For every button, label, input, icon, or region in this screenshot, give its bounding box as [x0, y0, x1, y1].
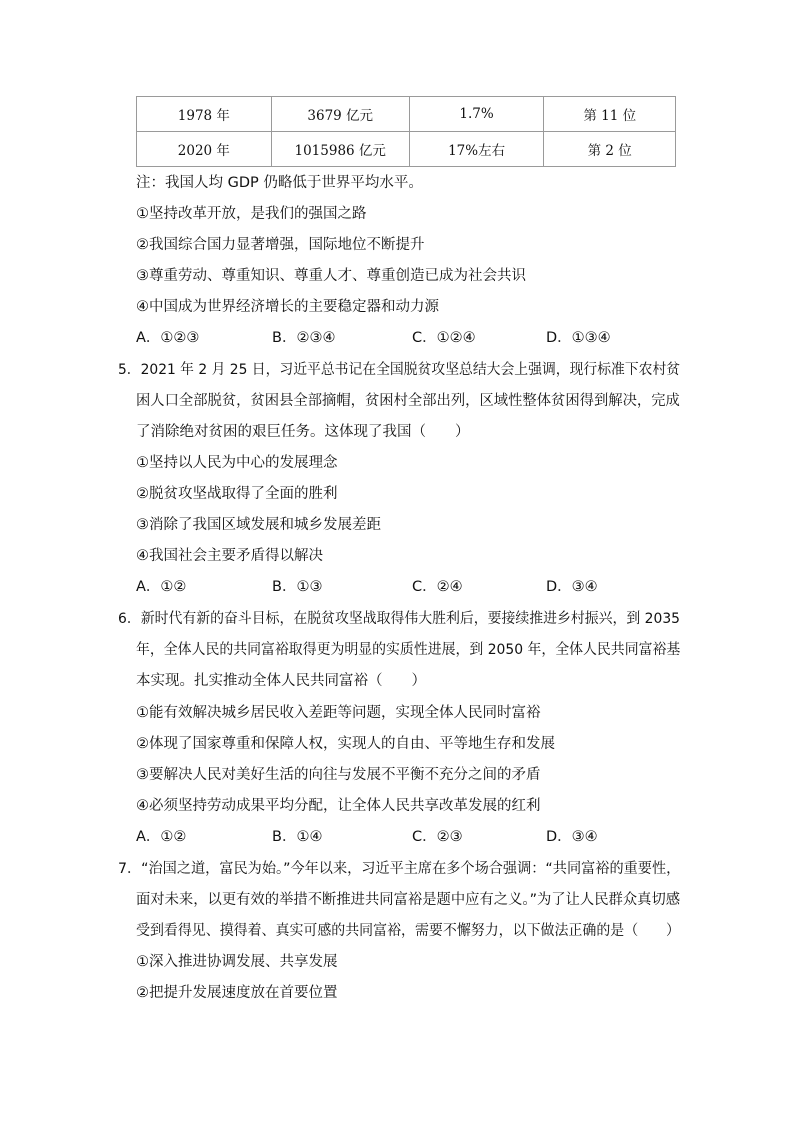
- question-5-stem: 了消除绝对贫困的艰巨任务。这体现了我国（ ）: [136, 424, 470, 440]
- question-6-stem: 本实现。扎实推动全体人民共同富裕（ ）: [136, 673, 426, 689]
- table-note: 注：我国人均 GDP 仍略低于世界平均水平。: [136, 175, 423, 191]
- option-c[interactable]: C．①②④: [412, 330, 476, 346]
- table-cell: 1015986 亿元: [271, 132, 409, 167]
- option-d[interactable]: D．③④: [546, 829, 598, 845]
- statement: ②体现了国家尊重和保障人权，实现人的自由、平等地生存和发展: [136, 736, 555, 752]
- question-7-stem: 受到看得见、摸得着、真实可感的共同富裕，需要不懈努力，以下做法正确的是（ ）: [136, 923, 681, 939]
- question-7-stem: 7．“治国之道，富民为始。”今年以来，习近平主席在多个场合强调：“共同富裕的重要性，: [118, 861, 681, 877]
- option-d[interactable]: D．①③④: [546, 330, 611, 346]
- statement: ①坚持以人民为中心的发展理念: [136, 455, 338, 471]
- answer-options: [136, 827, 656, 847]
- gdp-table: [136, 96, 676, 167]
- question-7-stem: 面对未来，以更有效的举措不断推进共同富裕是题中应有之义。”为了让人民群众真切感: [136, 892, 681, 908]
- option-a[interactable]: A．①②③: [136, 330, 200, 346]
- statement: ④我国社会主要矛盾得以解决: [136, 548, 323, 564]
- question-6-stem: 6．新时代有新的奋斗目标，在脱贫攻坚战取得伟大胜利后，要接续推进乡村振兴，到 2035: [118, 611, 680, 627]
- statement: ①深入推进协调发展、共享发展: [136, 954, 338, 970]
- option-c[interactable]: C．②④: [412, 579, 463, 595]
- table-row: [137, 97, 676, 132]
- statement: ③消除了我国区域发展和城乡发展差距: [136, 517, 381, 533]
- option-c[interactable]: C．②③: [412, 829, 463, 845]
- option-a[interactable]: A．①②: [136, 829, 187, 845]
- table-cell: 3679 亿元: [271, 97, 409, 132]
- answer-options: [136, 577, 656, 597]
- statement: ①坚持改革开放，是我们的强国之路: [136, 206, 367, 222]
- option-d[interactable]: D．③④: [546, 579, 598, 595]
- question-6-stem: 年，全体人民的共同富裕取得更为明显的实质性进展，到 2050 年，全体人民共同富裕基: [136, 642, 681, 658]
- statement: ④中国成为世界经济增长的主要稳定器和动力源: [136, 299, 439, 315]
- statement: ②我国综合国力显著增强，国际地位不断提升: [136, 237, 425, 253]
- statement: ④必须坚持劳动成果平均分配，让全体人民共享改革发展的红利: [136, 798, 541, 814]
- table-cell: 17%左右: [409, 132, 544, 167]
- option-a[interactable]: A．①②: [136, 579, 187, 595]
- question-5-stem: 困人口全部脱贫，贫困县全部摘帽，贫困村全部出列，区域性整体贫困得到解决，完成: [136, 393, 680, 409]
- statement: ②把提升发展速度放在首要位置: [136, 985, 338, 1001]
- option-b[interactable]: B．①④: [272, 829, 323, 845]
- table-cell: 第 2 位: [544, 132, 676, 167]
- statement: ②脱贫攻坚战取得了全面的胜利: [136, 486, 338, 502]
- table-row: [137, 132, 676, 167]
- statement: ③尊重劳动、尊重知识、尊重人才、尊重创造已成为社会共识: [136, 268, 526, 284]
- statement: ①能有效解决城乡居民收入差距等问题，实现全体人民同时富裕: [136, 705, 541, 721]
- table-cell: 1978 年: [137, 97, 272, 132]
- option-b[interactable]: B．②③④: [272, 330, 336, 346]
- option-b[interactable]: B．①③: [272, 579, 323, 595]
- table-cell: 2020 年: [137, 132, 272, 167]
- answer-options: [136, 328, 656, 348]
- table-cell: 第 11 位: [544, 97, 676, 132]
- statement: ③要解决人民对美好生活的向往与发展不平衡不充分之间的矛盾: [136, 767, 541, 783]
- question-5-stem: 5．2021 年 2 月 25 日，习近平总书记在全国脱贫攻坚总结大会上强调，现行标准下农村贫: [118, 362, 681, 378]
- table-cell: 1.7%: [409, 97, 544, 132]
